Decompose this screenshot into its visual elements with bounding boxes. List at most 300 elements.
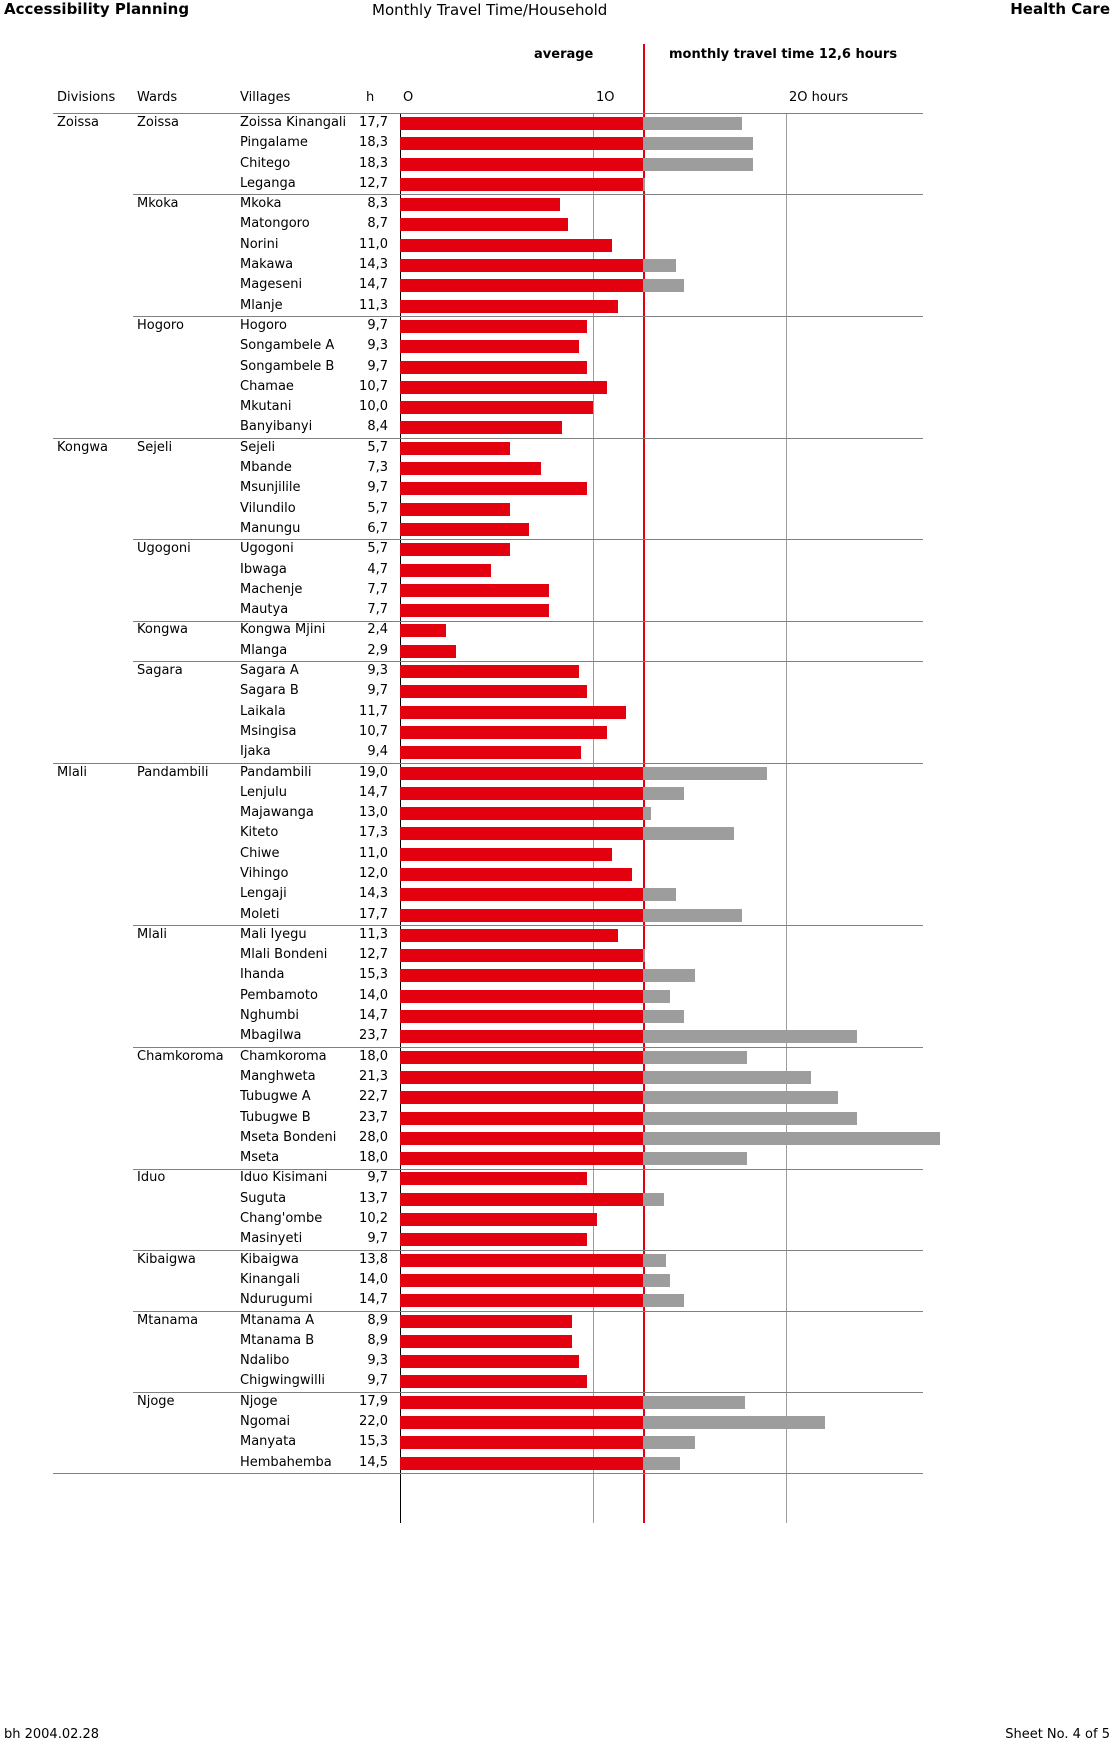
table-row	[0, 1189, 1116, 1209]
cell-village: Hembahemba	[240, 1454, 332, 1470]
cell-value: 9,7	[367, 358, 388, 374]
cell-value: 14,0	[359, 1271, 388, 1287]
bar-segment-below-threshold	[400, 1071, 643, 1084]
bar-segment-above-threshold	[643, 259, 676, 272]
bar-segment-below-threshold	[400, 1294, 643, 1307]
bar-segment-below-threshold	[400, 868, 632, 881]
bar-segment-above-threshold	[643, 1254, 666, 1267]
cell-ward: Pandambili	[137, 764, 209, 780]
bar-segment-below-threshold	[400, 990, 643, 1003]
cell-division: Mlali	[57, 764, 88, 780]
cell-village: Mlanga	[240, 642, 288, 658]
cell-value: 10,7	[359, 723, 388, 739]
table-row	[0, 336, 1116, 356]
cell-village: Ugogoni	[240, 541, 294, 557]
bar-segment-above-threshold	[643, 1274, 670, 1287]
table-row	[0, 803, 1116, 823]
table-row	[0, 1311, 1116, 1331]
cell-village: Chamkoroma	[240, 1048, 327, 1064]
bar-segment-below-threshold	[400, 1375, 587, 1388]
bar-segment-below-threshold	[400, 807, 643, 820]
bar-segment-below-threshold	[400, 361, 587, 374]
bar-segment-below-threshold	[400, 1152, 643, 1165]
cell-village: Ngomai	[240, 1414, 291, 1429]
bar-segment-below-threshold	[400, 1254, 643, 1267]
table-row	[0, 661, 1116, 681]
bar-segment-below-threshold	[400, 279, 643, 292]
table-row	[0, 275, 1116, 295]
bar-segment-above-threshold	[643, 767, 767, 780]
cell-village: Chiwe	[240, 845, 280, 861]
cell-village: Lengaji	[240, 886, 287, 902]
cell-value: 9,3	[367, 338, 388, 354]
cell-village: Songambele B	[240, 358, 335, 374]
table-row	[0, 1290, 1116, 1310]
bar-segment-below-threshold	[400, 929, 618, 942]
bar-segment-below-threshold	[400, 178, 643, 191]
table-row	[0, 1006, 1116, 1026]
table-row	[0, 499, 1116, 519]
cell-value: 12,7	[359, 175, 388, 191]
cell-village: Laikala	[240, 703, 286, 719]
cell-ward: Hogoro	[137, 317, 184, 333]
bar-segment-above-threshold	[643, 827, 734, 840]
cell-value: 2,9	[367, 642, 388, 658]
bar-segment-below-threshold	[400, 787, 643, 800]
footer-sheet: Sheet No. 4 of 5	[1005, 1727, 1110, 1742]
table-row	[0, 214, 1116, 234]
cell-value: 14,7	[359, 277, 388, 293]
table-row	[0, 357, 1116, 377]
cell-village: Mseta	[240, 1150, 280, 1166]
bar-segment-below-threshold	[400, 543, 510, 556]
table-row	[0, 377, 1116, 397]
bar-segment-above-threshold	[643, 158, 753, 171]
table-row	[0, 1128, 1116, 1148]
table-row	[0, 1229, 1116, 1249]
bar-segment-below-threshold	[400, 1172, 587, 1185]
table-row	[0, 580, 1116, 600]
cell-value: 11,0	[359, 236, 388, 252]
table-row	[0, 641, 1116, 661]
bar-segment-below-threshold	[400, 503, 510, 516]
cell-value: 13,8	[359, 1251, 388, 1267]
cell-village: Vihingo	[240, 865, 289, 881]
table-row	[0, 113, 1116, 133]
cell-village: Sagara B	[240, 683, 299, 699]
cell-village: Lenjulu	[240, 784, 287, 800]
cell-village: Makawa	[240, 257, 294, 273]
column-header-unit: h	[366, 90, 375, 105]
table-row	[0, 397, 1116, 417]
bar-segment-below-threshold	[400, 1112, 643, 1125]
cell-value: 14,7	[359, 1292, 388, 1308]
cell-value: 11,0	[359, 845, 388, 861]
cell-village: Mkutani	[240, 399, 292, 415]
cell-value: 13,7	[359, 1190, 388, 1206]
table-bottom-rule	[53, 1473, 923, 1474]
cell-value: 11,3	[359, 926, 388, 942]
cell-value: 15,3	[359, 1434, 388, 1450]
cell-village: Chigwingwilli	[240, 1373, 325, 1389]
cell-village: Mbagilwa	[240, 1028, 302, 1044]
table-row	[0, 1067, 1116, 1087]
cell-village: Suguta	[240, 1190, 287, 1206]
cell-village: Banyibanyi	[240, 419, 313, 435]
bar-segment-above-threshold	[643, 117, 741, 130]
page-title-right: Health Care	[1010, 0, 1110, 18]
table-row	[0, 722, 1116, 742]
bar-segment-below-threshold	[400, 584, 549, 597]
cell-division: Kongwa	[57, 439, 108, 455]
cell-village: Chitego	[240, 155, 291, 171]
cell-ward: Ugogoni	[137, 541, 191, 557]
page-title-left: Accessibility Planning	[4, 0, 190, 18]
cell-village: Pembamoto	[240, 987, 318, 1003]
table-row	[0, 519, 1116, 539]
bar-segment-above-threshold	[643, 888, 676, 901]
cell-village: Mkoka	[240, 196, 282, 212]
bar-segment-below-threshold	[400, 340, 579, 353]
cell-village: Iduo Kisimani	[240, 1170, 328, 1186]
cell-ward: Njoge	[137, 1393, 175, 1409]
cell-village: Masinyeti	[240, 1231, 303, 1247]
cell-value: 8,3	[367, 196, 388, 212]
table-row	[0, 1331, 1116, 1351]
chart-plot-area	[0, 113, 1116, 1523]
bar-segment-below-threshold	[400, 300, 618, 313]
table-row	[0, 884, 1116, 904]
table-row	[0, 1087, 1116, 1107]
bar-segment-above-threshold	[643, 1010, 684, 1023]
cell-village: Manungu	[240, 520, 301, 536]
table-row	[0, 296, 1116, 316]
bar-segment-below-threshold	[400, 909, 643, 922]
cell-value: 21,3	[359, 1068, 388, 1084]
bar-segment-below-threshold	[400, 381, 607, 394]
cell-village: Ibwaga	[240, 561, 287, 577]
table-row	[0, 763, 1116, 783]
bar-segment-below-threshold	[400, 848, 612, 861]
cell-value: 9,7	[367, 1170, 388, 1186]
bar-segment-below-threshold	[400, 746, 581, 759]
bar-segment-below-threshold	[400, 320, 587, 333]
table-row	[0, 702, 1116, 722]
bar-segment-below-threshold	[400, 1193, 643, 1206]
cell-ward: Chamkoroma	[137, 1048, 224, 1064]
cell-value: 14,3	[359, 886, 388, 902]
axis-tick-label: 1O	[596, 90, 615, 105]
cell-value: 15,3	[359, 967, 388, 983]
bar-segment-below-threshold	[400, 442, 510, 455]
bar-segment-below-threshold	[400, 421, 562, 434]
bar-segment-above-threshold	[643, 279, 684, 292]
bar-segment-below-threshold	[400, 401, 593, 414]
bar-segment-below-threshold	[400, 158, 643, 171]
table-row	[0, 478, 1116, 498]
table-row	[0, 1148, 1116, 1168]
column-header-divisions: Divisions	[57, 90, 116, 105]
axis-tick-label: 2O hours	[789, 90, 849, 105]
cell-village: Ihanda	[240, 967, 285, 983]
table-row	[0, 681, 1116, 701]
cell-village: Pandambili	[240, 764, 312, 780]
cell-value: 8,9	[367, 1332, 388, 1348]
column-header-villages: Villages	[240, 90, 291, 105]
cell-value: 9,3	[367, 1353, 388, 1369]
cell-value: 18,3	[359, 135, 388, 151]
bar-segment-above-threshold	[643, 1416, 824, 1429]
cell-value: 23,7	[359, 1109, 388, 1125]
bar-segment-above-threshold	[643, 807, 651, 820]
bar-segment-above-threshold	[643, 1294, 684, 1307]
cell-village: Majawanga	[240, 805, 314, 821]
cell-value: 8,4	[367, 419, 388, 435]
bar-segment-below-threshold	[400, 665, 579, 678]
cell-value: 28,0	[359, 1129, 388, 1145]
bar-segment-below-threshold	[400, 1030, 643, 1043]
table-row	[0, 600, 1116, 620]
table-row	[0, 1168, 1116, 1188]
cell-ward: Mkoka	[137, 196, 179, 212]
cell-ward: Mlali	[137, 926, 168, 942]
bar-segment-above-threshold	[643, 990, 670, 1003]
bar-segment-below-threshold	[400, 1355, 579, 1368]
table-row	[0, 194, 1116, 214]
cell-village: Msingisa	[240, 723, 297, 739]
bar-segment-above-threshold	[643, 969, 695, 982]
table-row	[0, 965, 1116, 985]
cell-village: Tubugwe B	[240, 1109, 311, 1125]
cell-village: Machenje	[240, 581, 303, 597]
bar-segment-above-threshold	[643, 1112, 857, 1125]
bar-segment-above-threshold	[643, 909, 741, 922]
bar-segment-below-threshold	[400, 1091, 643, 1104]
table-row	[0, 1047, 1116, 1067]
table-row	[0, 1392, 1116, 1412]
cell-value: 7,7	[367, 581, 388, 597]
bar-segment-above-threshold	[643, 1030, 857, 1043]
cell-village: Kinangali	[240, 1271, 301, 1287]
cell-village: Sejeli	[240, 439, 276, 455]
table-row	[0, 864, 1116, 884]
bar-segment-below-threshold	[400, 137, 643, 150]
bar-segment-below-threshold	[400, 462, 541, 475]
cell-value: 9,7	[367, 480, 388, 496]
cell-village: Mseta Bondeni	[240, 1129, 337, 1145]
bar-segment-below-threshold	[400, 1274, 643, 1287]
bar-segment-above-threshold	[643, 1193, 664, 1206]
cell-village: Leganga	[240, 175, 296, 191]
cell-value: 4,7	[367, 561, 388, 577]
bar-segment-below-threshold	[400, 218, 568, 231]
cell-ward: Sejeli	[137, 439, 173, 455]
bar-segment-below-threshold	[400, 604, 549, 617]
table-row	[0, 1250, 1116, 1270]
cell-ward: Mtanama	[137, 1312, 199, 1328]
cell-value: 10,0	[359, 399, 388, 415]
cell-ward: Zoissa	[137, 115, 179, 130]
bar-segment-below-threshold	[400, 1213, 597, 1226]
cell-village: Mbande	[240, 460, 292, 476]
bar-segment-below-threshold	[400, 523, 529, 536]
table-row	[0, 560, 1116, 580]
bar-segment-above-threshold	[643, 1091, 838, 1104]
bar-segment-above-threshold	[643, 1051, 747, 1064]
bar-segment-below-threshold	[400, 726, 607, 739]
table-row	[0, 986, 1116, 1006]
bar-segment-above-threshold	[643, 137, 753, 150]
footer-date: bh 2004.02.28	[4, 1727, 100, 1742]
cell-ward: Kongwa	[137, 622, 188, 638]
cell-value: 14,7	[359, 1008, 388, 1024]
bar-segment-below-threshold	[400, 685, 587, 698]
cell-value: 23,7	[359, 1028, 388, 1044]
bar-segment-below-threshold	[400, 767, 643, 780]
table-row	[0, 1412, 1116, 1432]
cell-value: 12,0	[359, 865, 388, 881]
cell-village: Manghweta	[240, 1068, 316, 1084]
cell-value: 8,7	[367, 216, 388, 232]
cell-village: Njoge	[240, 1393, 278, 1409]
bar-segment-above-threshold	[643, 1132, 940, 1145]
cell-village: Norini	[240, 236, 279, 252]
cell-value: 6,7	[367, 520, 388, 536]
cell-value: 11,7	[359, 703, 388, 719]
cell-value: 22,7	[359, 1089, 388, 1105]
cell-value: 5,7	[367, 541, 388, 557]
cell-village: Ndurugumi	[240, 1292, 313, 1308]
cell-village: Ndalibo	[240, 1353, 290, 1369]
bar-segment-below-threshold	[400, 888, 643, 901]
bar-segment-below-threshold	[400, 259, 643, 272]
cell-value: 17,7	[359, 906, 388, 922]
bar-segment-below-threshold	[400, 564, 491, 577]
table-row	[0, 133, 1116, 153]
cell-value: 5,7	[367, 439, 388, 455]
cell-value: 10,7	[359, 378, 388, 394]
table-row	[0, 945, 1116, 965]
bar-segment-below-threshold	[400, 827, 643, 840]
legend-average-label: average	[534, 47, 594, 62]
bar-segment-below-threshold	[400, 117, 643, 130]
bar-segment-below-threshold	[400, 1416, 643, 1429]
cell-value: 17,9	[359, 1393, 388, 1409]
page-title-center: Monthly Travel Time/Household	[372, 1, 608, 19]
cell-value: 22,0	[359, 1414, 388, 1429]
table-row	[0, 255, 1116, 275]
table-row	[0, 154, 1116, 174]
bar-segment-below-threshold	[400, 1315, 572, 1328]
cell-village: Zoissa Kinangali	[240, 115, 347, 130]
bar-segment-below-threshold	[400, 198, 560, 211]
table-row	[0, 925, 1116, 945]
table-row	[0, 1453, 1116, 1473]
table-row	[0, 1371, 1116, 1391]
cell-village: Kongwa Mjini	[240, 622, 326, 638]
table-row	[0, 742, 1116, 762]
cell-value: 10,2	[359, 1211, 388, 1227]
column-header-wards: Wards	[137, 90, 178, 105]
cell-value: 2,4	[367, 622, 388, 638]
cell-village: Chamae	[240, 378, 294, 394]
bar-segment-below-threshold	[400, 1436, 643, 1449]
table-row	[0, 316, 1116, 336]
cell-value: 14,7	[359, 784, 388, 800]
bar-segment-below-threshold	[400, 1132, 643, 1145]
cell-village: Songambele A	[240, 338, 335, 354]
table-row	[0, 174, 1116, 194]
cell-village: Mautya	[240, 602, 289, 618]
table-row	[0, 823, 1116, 843]
bar-segment-above-threshold	[643, 787, 684, 800]
bar-segment-below-threshold	[400, 1396, 643, 1409]
bar-segment-below-threshold	[400, 1457, 643, 1470]
cell-village: Matongoro	[240, 216, 310, 232]
bar-segment-below-threshold	[400, 624, 446, 637]
cell-value: 14,3	[359, 257, 388, 273]
cell-village: Sagara A	[240, 663, 299, 679]
cell-value: 9,7	[367, 317, 388, 333]
table-row	[0, 1270, 1116, 1290]
cell-village: Mali Iyegu	[240, 926, 307, 942]
table-row	[0, 1108, 1116, 1128]
cell-village: Msunjilile	[240, 480, 301, 496]
bar-segment-above-threshold	[643, 178, 645, 191]
cell-village: Mtanama B	[240, 1332, 315, 1348]
bar-segment-below-threshold	[400, 949, 643, 962]
bar-segment-above-threshold	[643, 1436, 695, 1449]
cell-value: 14,5	[359, 1454, 388, 1470]
bar-segment-above-threshold	[643, 1396, 745, 1409]
cell-village: Chang'ombe	[240, 1211, 323, 1227]
cell-value: 19,0	[359, 764, 388, 780]
bar-segment-below-threshold	[400, 969, 643, 982]
cell-village: Mlanje	[240, 297, 283, 313]
bar-segment-below-threshold	[400, 645, 456, 658]
cell-village: Pingalame	[240, 135, 308, 151]
table-row	[0, 844, 1116, 864]
cell-ward: Iduo	[137, 1170, 166, 1186]
table-row	[0, 458, 1116, 478]
cell-value: 11,3	[359, 297, 388, 313]
cell-village: Mlali Bondeni	[240, 947, 328, 963]
cell-division: Zoissa	[57, 115, 99, 130]
cell-value: 17,3	[359, 825, 388, 841]
table-row	[0, 539, 1116, 559]
axis-tick-label: O	[403, 90, 414, 105]
cell-value: 9,7	[367, 683, 388, 699]
cell-village: Manyata	[240, 1434, 297, 1450]
bar-segment-above-threshold	[643, 949, 645, 962]
cell-value: 8,9	[367, 1312, 388, 1328]
cell-village: Nghumbi	[240, 1008, 299, 1024]
cell-value: 9,4	[367, 744, 388, 760]
bar-segment-below-threshold	[400, 1051, 643, 1064]
table-row	[0, 1209, 1116, 1229]
table-row	[0, 235, 1116, 255]
cell-village: Ijaka	[240, 744, 271, 760]
bar-segment-below-threshold	[400, 706, 626, 719]
table-row	[0, 438, 1116, 458]
cell-value: 13,0	[359, 805, 388, 821]
cell-value: 18,0	[359, 1150, 388, 1166]
document-header	[0, 0, 1116, 26]
cell-village: Hogoro	[240, 317, 287, 333]
cell-value: 9,7	[367, 1373, 388, 1389]
bar-segment-below-threshold	[400, 1010, 643, 1023]
bar-segment-above-threshold	[643, 1071, 811, 1084]
